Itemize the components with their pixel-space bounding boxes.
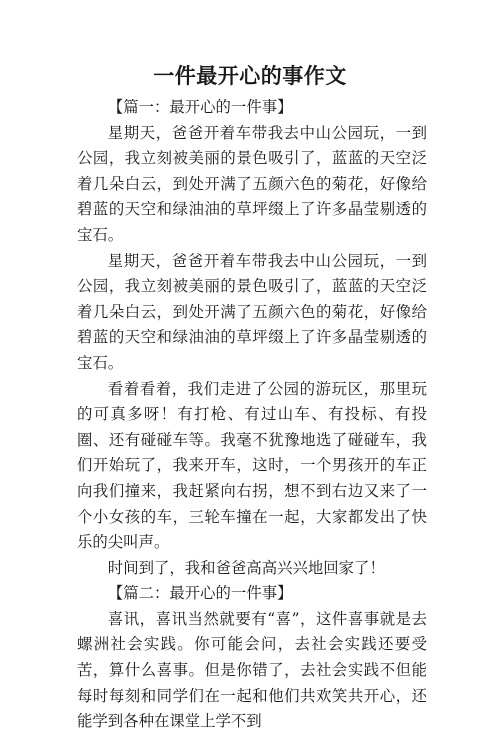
paragraph: 星期天，爸爸开着车带我去中山公园玩，一到公园，我立刻被美丽的景色吸引了，蓝蓝的天空泛着几朵白云，到处开满了五颜六色的菊花，好像给碧蓝的天空和绿油油的草坪缀上了许多晶莹剔透的宝石。 <box>77 251 427 372</box>
section-heading-1: 【篇一：最开心的一件事】 <box>107 98 293 116</box>
paragraph: 喜讯，喜讯当然就要有“喜”，这件喜事就是去螺洲社会实践。你可能会问，去社会实践还要受苦，算什么喜事。但是你错了，去社会实践不但能每时每刻和同学们在一起和他们共欢笑共开心，还能学到各种在课堂上学不到 <box>77 609 427 731</box>
paragraph: 看着看着，我们走进了公园的游玩区，那里玩的可真多呀！有打枪、有过山车、有投标、有投圈、还有碰碰车等。我毫不犹豫地选了碰碰车，我们开始玩了，我来开车，这时，一个男孩开的车正向我们撞来，我赶紧向右拐，想不到右边又来了一个小女孩的车，三轮车撞在一起，大家都发出了快乐的尖叫声。 <box>77 379 427 552</box>
document-title: 一件最开心的事作文 <box>153 64 347 88</box>
section-heading-2: 【篇二：最开心的一件事】 <box>107 584 293 603</box>
paragraph: 时间到了，我和爸爸高高兴兴地回家了！ <box>107 558 385 577</box>
paragraph: 星期天，爸爸开着车带我去中山公园玩，一到公园，我立刻被美丽的景色吸引了，蓝蓝的天空泛着几朵白云，到处开满了五颜六色的菊花，好像给碧蓝的天空和绿油油的草坪缀上了许多晶莹剔透的宝石。 <box>77 123 427 244</box>
document-body <box>77 95 427 735</box>
